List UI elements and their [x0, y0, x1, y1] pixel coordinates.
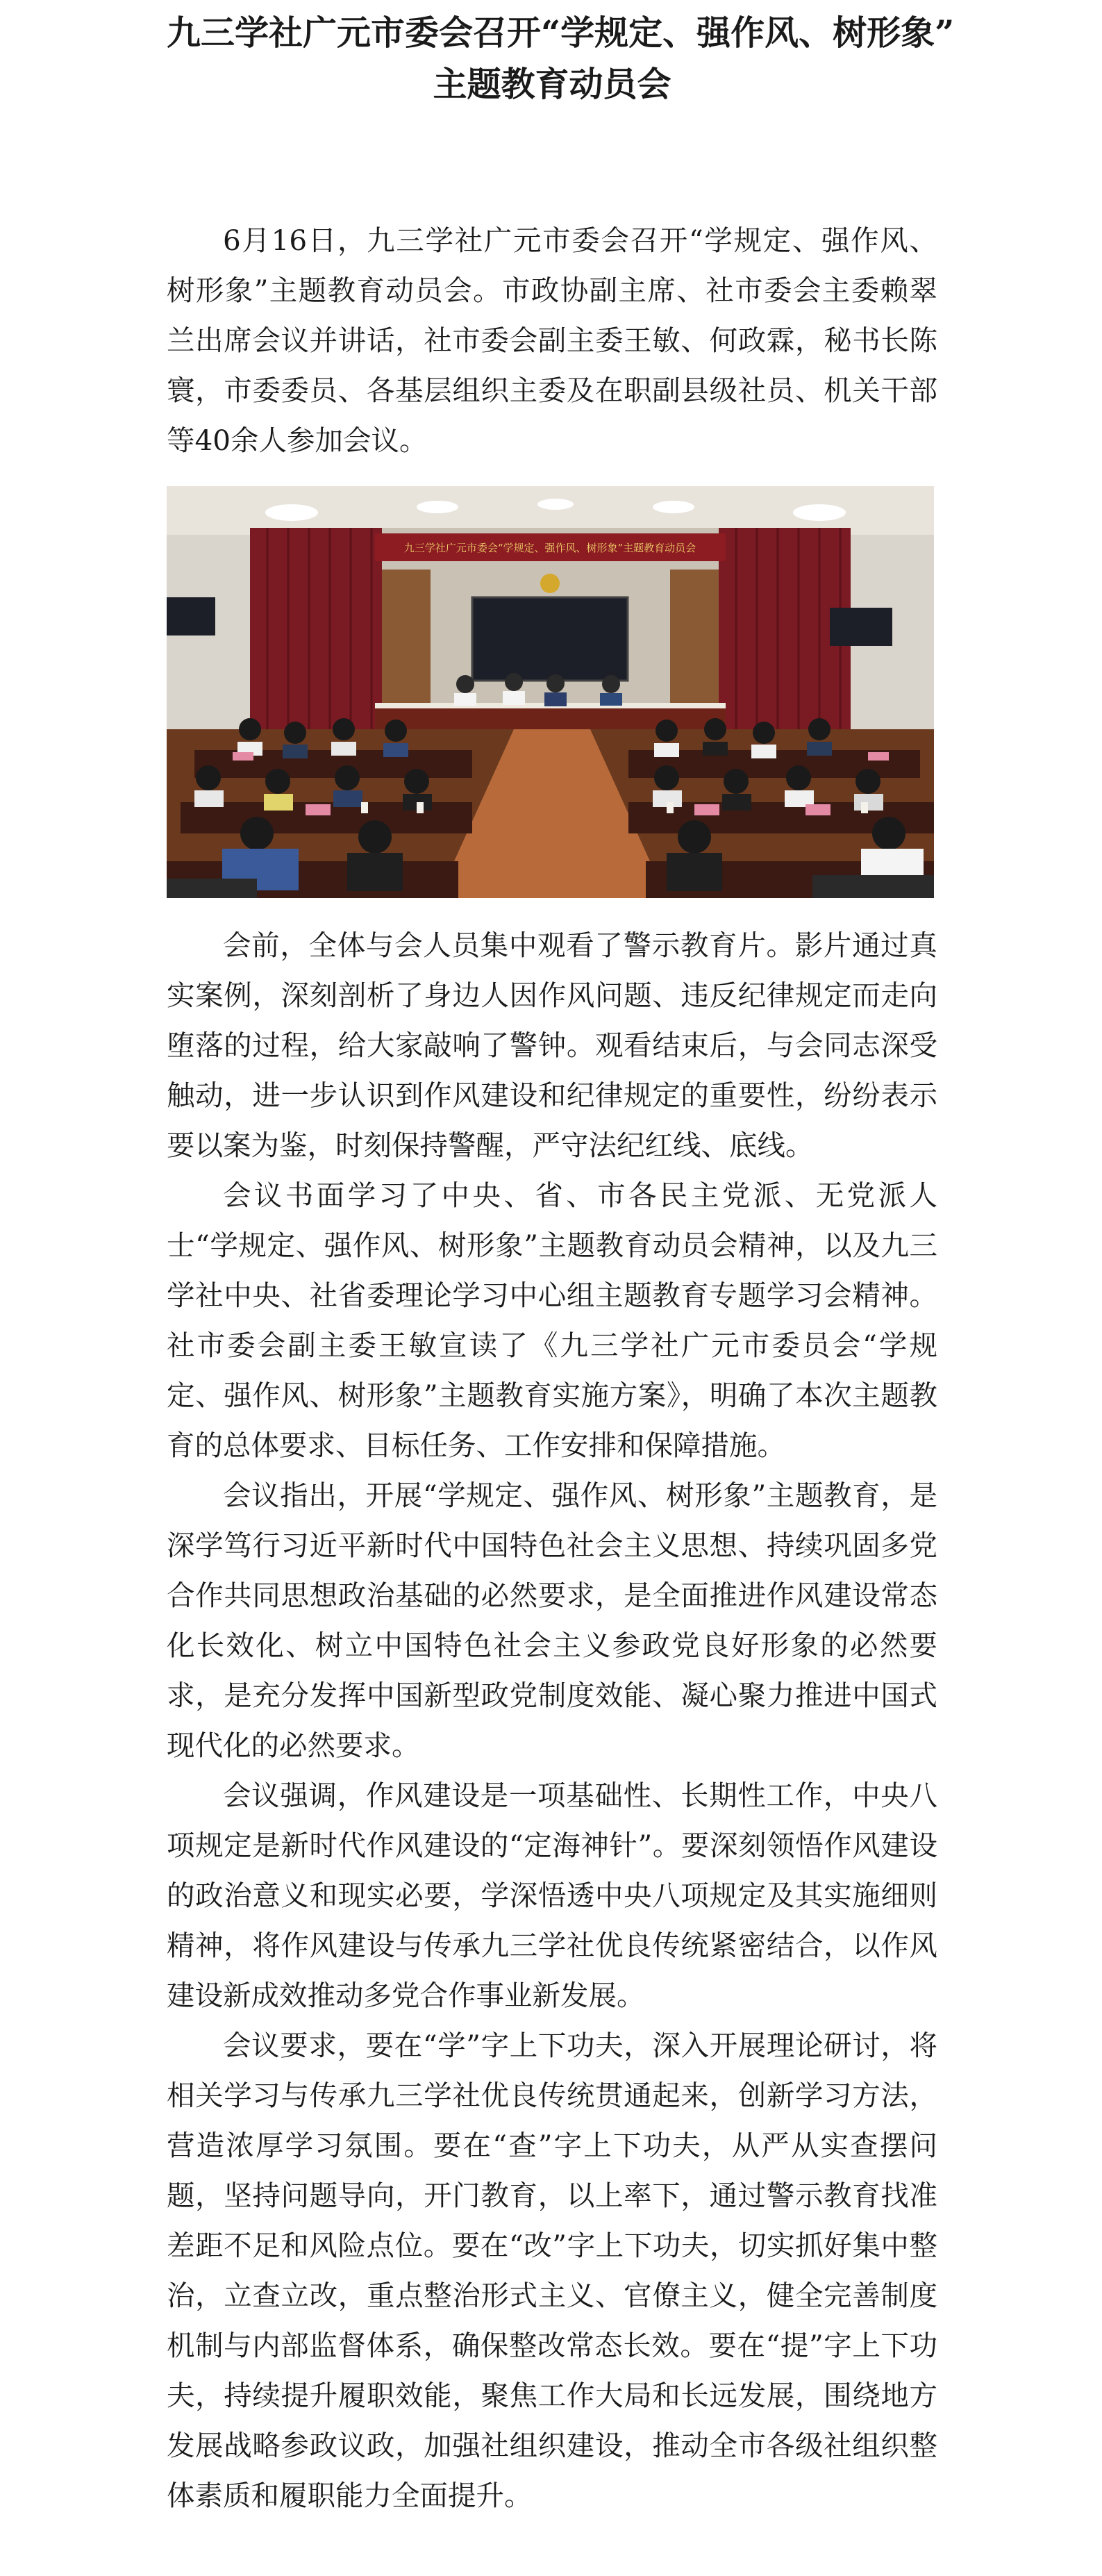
title-line-1: 九三学社广元市委会召开“学规定、强作风、树形象” — [167, 13, 955, 53]
paragraph-6: 会议要求，要在“学”字上下功夫，深入开展理论研讨，将相关学习与传承九三学社优良传统贯通起来，创新学习方法，营造浓厚学习氛围。要在“查”字上下功夫，从严从实查摆问题，坚持问题导向，开门教育，以上率下，通过警示教育找准差距不足和风险点位。要在“改”字上下功夫，切实抓好集中整治，立查立改，重点整治形式主义、官僚主义，健全完善制度机制与内部监督体系，确保整改常态长效。要在“提”字上下功夫，持续提升履职效能，聚焦工作大局和长远发展，围绕地方发展战略参政议政，加强社组织建设，推动全市各级社组织整体素质和履职能力全面提升。 — [167, 2029, 937, 2512]
paragraph-2: 会前，全体与会人员集中观看了警示教育片。影片通过真实案例，深刻剖析了身边人因作风问题、违反纪律规定而走向堕落的过程，给大家敲响了警钟。观看结束后，与会同志深受触动，进一步认识到作风建设和纪律规定的重要性，纷纷表示要以案为鉴，时刻保持警醒，严守法纪红线、底线。 — [167, 929, 937, 1162]
paragraph-4: 会议指出，开展“学规定、强作风、树形象”主题教育，是深学笃行习近平新时代中国特色社会主义思想、持续巩固多党合作共同思想政治基础的必然要求，是全面推进作风建设常态化长效化、树立中国特色社会主义参政党良好形象的必然要求，是充分发挥中国新型政党制度效能、凝心聚力推进中国式现代化的必然要求。 — [167, 1479, 937, 1762]
title-line-2: 主题教育动员会 — [433, 64, 671, 104]
paragraph-5: 会议强调，作风建设是一项基础性、长期性工作，中央八项规定是新时代作风建设的“定海神针”。要深刻领悟作风建设的政治意义和现实必要，学深悟透中央八项规定及其实施细则精神，将作风建设与传承九三学社优良传统紧密结合，以作风建设新成效推动多党合作事业新发展。 — [167, 1779, 937, 2012]
article — [167, 0, 955, 2520]
article-body — [167, 215, 937, 2520]
article-title — [167, 0, 955, 110]
paragraph-1: 6月16日，九三学社广元市委会召开“学规定、强作风、树形象”主题教育动员会。市政协副主席、社市委会主委赖翠兰出席会议并讲话，社市委会副主委王敏、何政霖，秘书长陈寰，市委委员、各基层组织主委及在职副县级社员、机关干部等40余人参加会议。 — [167, 224, 937, 457]
banner-text: 九三学社广元市委会“学规定、强作风、树形象”主题教育动员会 — [403, 542, 696, 554]
meeting-photo — [167, 486, 934, 898]
paragraph-3: 会议书面学习了中央、省、市各民主党派、无党派人士“学规定、强作风、树形象”主题教育动员会精神，以及九三学社中央、社省委理论学习中心组主题教育专题学习会精神。社市委会副主委王敏宣读了《九三学社广元市委员会“学规定、强作风、树形象”主题教育实施方案》，明确了本次主题教育的总体要求、目标任务、工作安排和保障措施。 — [167, 1179, 937, 1462]
